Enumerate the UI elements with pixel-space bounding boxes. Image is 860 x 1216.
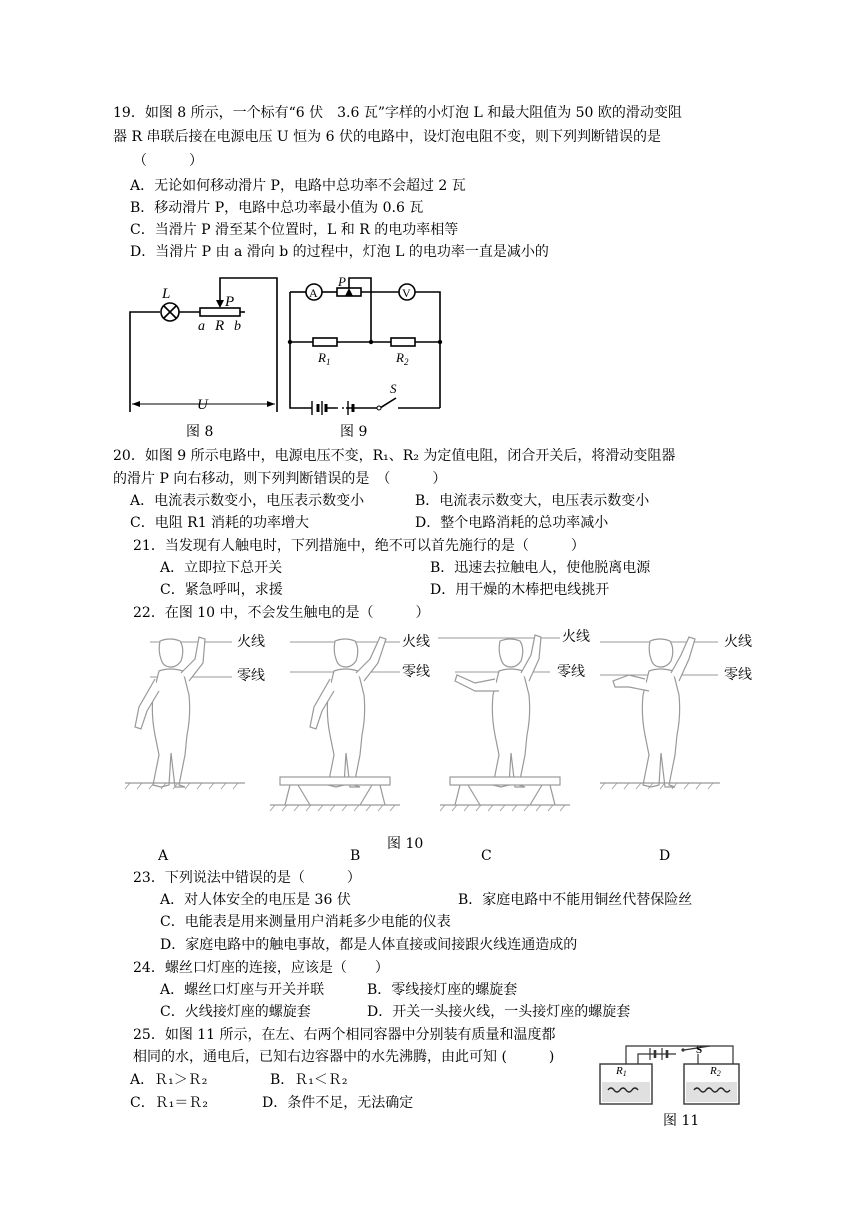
- q25-stem-line2: 相同的水，通电后，已知右边容器中的水先沸腾，由此可知 ( ): [133, 1049, 555, 1065]
- q20-option-c: C．电阻 R1 消耗的功率增大: [130, 515, 310, 531]
- fig10-caption: 图 10: [387, 836, 424, 852]
- fig10-label-b: B: [350, 848, 361, 864]
- q22-stem: 22．在图 10 中，不会发生触电的是（ ）: [133, 605, 430, 621]
- fig9-voltmeter-label: V: [402, 286, 411, 300]
- q20-option-a: A．电流表示数变小，电压表示数变小: [130, 493, 365, 509]
- fig10-a-neutral-wire-label: 零线: [237, 668, 265, 684]
- fig10-a-live-wire-label: 火线: [237, 634, 265, 650]
- q21-option-d: D．用干燥的木棒把电线挑开: [430, 582, 610, 598]
- q20-option-d: D．整个电路消耗的总功率减小: [415, 515, 609, 531]
- q25-stem-line1: 25．如图 11 所示，在左、右两个相同容器中分别装有质量和温度都: [133, 1027, 556, 1043]
- fig8-label-p: P: [225, 294, 235, 310]
- fig10-label-c: C: [481, 848, 492, 864]
- q23-option-a: A．对人体安全的电压是 36 伏: [160, 892, 351, 908]
- q19-option-d: D．当滑片 P 由 a 滑向 b 的过程中，灯泡 L 的电功率一直是减小的: [130, 244, 549, 260]
- q21-option-b: B．迅速去拉触电人，使他脱离电源: [430, 560, 651, 576]
- fig10-c-neutral-wire-label: 零线: [557, 664, 585, 680]
- q24-stem: 24．螺丝口灯座的连接，应该是（ ）: [133, 960, 389, 976]
- fig10-d-live-wire-label: 火线: [724, 634, 752, 650]
- figure-10-electrocution-scenes: [120, 625, 760, 835]
- q23-stem: 23．下列说法中错误的是（ ）: [133, 870, 361, 886]
- fig8-label-b: b: [234, 319, 241, 334]
- q23-option-c: C．电能表是用来测量用户消耗多少电能的仪表: [160, 914, 451, 930]
- q24-option-a: A．螺丝口灯座与开关并联: [160, 982, 325, 998]
- fig8-caption: 图 8: [186, 424, 214, 440]
- q19-stem-line1: 19．如图 8 所示，一个标有“6 伏 3.6 瓦”字样的小灯泡 L 和最大阻值为 50 欧的滑动变阻: [113, 105, 682, 121]
- q25-option-a: A．Ｒ₁＞Ｒ₂: [130, 1072, 208, 1088]
- q19-option-c: C．当滑片 P 滑至某个位置时，L 和 R 的电功率相等: [130, 222, 459, 238]
- q21-option-c: C．紧急呼叫，求援: [160, 582, 283, 598]
- fig10-b-neutral-wire-label: 零线: [402, 664, 430, 680]
- q25-option-d: D．条件不足，无法确定: [262, 1095, 414, 1111]
- fig10-label-a: A: [158, 848, 169, 864]
- fig10-b-live-wire-label: 火线: [402, 634, 430, 650]
- q24-option-c: C．火线接灯座的螺旋套: [160, 1004, 311, 1020]
- fig10-c-live-wire-label: 火线: [562, 629, 590, 645]
- fig9-label-p: P: [338, 274, 346, 289]
- fig8-label-u: U: [197, 397, 208, 413]
- fig11-caption: 图 11: [663, 1113, 700, 1129]
- fig11-label-s: S: [696, 1044, 703, 1056]
- q21-stem: 21．当发现有人触电时，下列措施中，绝不可以首先施行的是（ ）: [133, 538, 585, 554]
- q19-stem-line2: 器 R 串联后接在电源电压 U 恒为 6 伏的电路中，设灯泡电阻不变，则下列判断错误的是: [113, 129, 661, 145]
- fig9-caption: 图 9: [340, 424, 368, 440]
- fig10-label-d: D: [659, 848, 671, 864]
- fig11-label-r1: R1: [616, 1065, 627, 1078]
- fig9-label-r2: $R_2$: [396, 350, 409, 367]
- fig9-label-r1: $R_1$: [318, 350, 331, 367]
- q19-option-a: A．无论如何移动滑片 P，电路中总功率不会超过 2 瓦: [130, 178, 466, 194]
- q23-option-b: B．家庭电路中不能用铜丝代替保险丝: [458, 892, 693, 908]
- q24-option-d: D．开关一头接火线，一头接灯座的螺旋套: [367, 1004, 631, 1020]
- q25-option-c: C．Ｒ₁＝Ｒ₂: [130, 1095, 208, 1111]
- q19-option-b: B．移动滑片 P，电路中总功率最小值为 0.6 瓦: [130, 200, 424, 216]
- q23-option-d: D．家庭电路中的触电事故，都是人体直接或间接跟火线连通造成的: [160, 937, 578, 953]
- q20-option-b: B．电流表示数变大，电压表示数变小: [415, 493, 650, 509]
- q21-option-a: A．立即拉下总开关: [160, 560, 283, 576]
- fig8-label-r: R: [215, 318, 225, 334]
- figure-11-heating-containers: [598, 1040, 743, 1108]
- fig9-ammeter-label: A: [309, 286, 318, 300]
- figure-8-circuit: [120, 270, 290, 420]
- fig11-label-r2: R2: [710, 1065, 721, 1078]
- q24-option-b: B．零线接灯座的螺旋套: [367, 982, 518, 998]
- fig8-label-l: L: [162, 286, 171, 302]
- fig10-d-neutral-wire-label: 零线: [724, 667, 752, 683]
- q20-stem-line2: 的滑片 P 向右移动，则下列判断错误的是 （ ）: [113, 471, 447, 487]
- q25-option-b: B．Ｒ₁＜Ｒ₂: [270, 1072, 348, 1088]
- fig9-label-s: S: [390, 381, 397, 396]
- q20-stem-line1: 20．如图 9 所示电路中，电源电压不变，R₁、R₂ 为定值电阻，闭合开关后，将滑动变阻器: [113, 448, 676, 464]
- fig8-label-a: a: [198, 319, 205, 334]
- q19-answer-blank: （ ）: [133, 153, 203, 169]
- figure-9-circuit: [280, 270, 450, 420]
